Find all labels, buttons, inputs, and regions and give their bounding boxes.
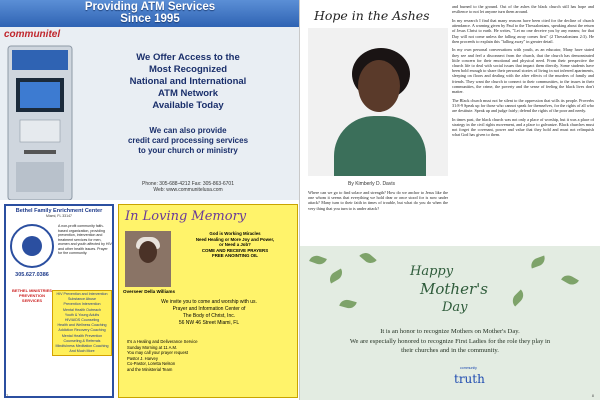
mothers-day-day: Day	[442, 300, 468, 315]
memory-invite-line: We invite you to come and worship with us.	[161, 299, 257, 305]
right-page	[300, 0, 600, 400]
bethel-seal-icon	[10, 224, 54, 268]
article-paragraph: In my research I find that many reasons have been cited for the decline of church attendance. A warning given by Paul to the Thessalonians, speaking about the return of Jesus Christ to earth. He writes, "Let no one deceive you by any means; for that Day will not come unless the falling away comes first" (2 Thessalonians 2:3). He then proceeds to explain this "falling away" in greater detail.	[452, 17, 594, 44]
atm-web: Web: www.communitelusa.com	[153, 187, 223, 193]
atm-contact	[80, 181, 296, 193]
bethel-description: A non-profit community faith-based organization, providing prevention, intervention and treatment services for men, women and youth affected by HIV and other health issues. Prayer for the community.	[58, 224, 112, 255]
mothers-day-message-line: their churches and in the community.	[401, 346, 499, 354]
page-number-right: 8	[591, 393, 594, 398]
communitel-logo: communitel	[4, 29, 61, 40]
memory-service-line: Pastor J. Harvey	[127, 355, 158, 361]
community-truth-logo-small: community	[460, 366, 477, 370]
bethel-phone: 305.627.0386	[15, 272, 49, 278]
author-portrait-image	[308, 28, 448, 176]
mothers-day-happy: Happy	[410, 264, 454, 279]
article-paragraph: The Black church must not be silent to the oppression that wills its people. Proverbs 31:8-9 Speak up for those who cannot speak for themselves, for the rights of all who are destitute. Speak up and judge fairly; defend the rights of the poor and needy.	[452, 97, 594, 114]
article-byline: By Kimberly D. Davis	[348, 181, 395, 187]
atm-offer-line: We Offer Access to the	[136, 52, 240, 63]
leaf-decoration-icon	[339, 298, 357, 310]
memory-service-line: Co-Pastor, Loretta Nelson	[127, 361, 176, 367]
memory-service-line: and the Ministerial Team	[127, 366, 173, 372]
atm-credit-line: to your church or ministry	[138, 146, 238, 155]
atm-offer-line: Available Today	[152, 100, 224, 111]
memory-service-block	[127, 339, 239, 373]
bethel-subtitle: Miami, FL 33147	[46, 214, 72, 218]
atm-headline-2: Since 1995	[120, 13, 180, 25]
bethel-service-item: And Much More	[69, 349, 95, 354]
atm-offer-line: ATM Network	[158, 88, 218, 99]
mothers-day-message-line: We are especially honored to recognize First Ladies for the role they play in	[349, 338, 551, 345]
bethel-service-item: Counseling & Referrals	[63, 338, 101, 343]
memory-invite-block	[125, 299, 293, 327]
atm-ad	[0, 0, 300, 200]
mothers-day-ad	[300, 246, 600, 400]
memory-invite-line: Prayer and Information Center of	[172, 306, 246, 312]
leaf-decoration-icon	[327, 269, 345, 284]
leaf-decoration-icon	[510, 290, 527, 307]
memory-invite-line: The Body of Christ, Inc.	[182, 313, 236, 319]
memory-prayer-block	[175, 231, 295, 259]
memory-prayer-line: FREE ANOINTING OIL	[212, 253, 258, 259]
atm-machine-image	[2, 42, 78, 200]
bethel-service-item: Addiction Recovery Coaching	[58, 328, 106, 333]
bethel-service-item: Health and Wellness Coaching	[57, 323, 107, 328]
atm-offer-block	[80, 52, 296, 112]
page-number-left: 7	[6, 393, 9, 398]
article-title: Hope in the Ashes	[314, 8, 430, 23]
atm-headline-1: Providing ATM Services	[84, 1, 216, 13]
leaf-decoration-icon	[359, 250, 376, 266]
leaf-decoration-icon	[529, 256, 547, 269]
bethel-service-item: HIV/AIDS Counseling	[64, 318, 100, 323]
atm-credit-line: credit card processing services	[127, 136, 249, 145]
leaf-decoration-icon	[561, 273, 579, 288]
article-paragraph: and burned to the ground. Out of the ashes the black church still has hope and resilience to not let anyone turn them around.	[452, 4, 594, 15]
mothers-day-mothers: Mother's	[420, 280, 488, 298]
memory-portrait-image	[125, 231, 171, 287]
atm-credit-block	[80, 126, 296, 156]
bethel-service-item: Mental Health Prevention	[61, 333, 103, 338]
memory-prayer-line: or Need a Job?	[219, 242, 251, 248]
memory-invite-line: 56 NW 46 Street Miami, FL	[178, 320, 240, 326]
bethel-service-item: HIV Prevention and Intervention	[56, 292, 108, 296]
article-paragraph: In times past, the black church was not only a place of worship, but it was a place of strategy in the civil rights movement, and a place to galvanize. Black churches must not forget the covenant, power and value that they hold and must not relinquish what God has given to them.	[452, 116, 594, 138]
atm-offer-line: National and International	[129, 76, 247, 87]
memory-caption: Overseer Della Williams	[123, 289, 176, 294]
bethel-ad	[4, 204, 114, 398]
article-paragraph: Where can we go to find solace and strength? How do we anchor to Jesus like the one whom it seems that everything we hold dear or once stood for is now under attack? Many turn to their faith in times of trouble, but what do you do when the very thing that you turn to is under attack?	[308, 190, 448, 211]
memory-service-line: Sunday Morning at 11 A.M.	[127, 344, 178, 350]
atm-ad-header	[0, 0, 300, 27]
atm-credit-line: We can also provide	[149, 126, 227, 135]
bethel-title: Bethel Family Enrichment Center	[15, 208, 103, 214]
bethel-service-item: Mental Health Outreach	[63, 307, 101, 312]
article-right-column	[452, 4, 594, 244]
bethel-service-item: Youth & Young Adults	[64, 312, 100, 317]
bethel-services-list	[52, 290, 112, 356]
bethel-service-item: Prevention Intervention	[63, 302, 101, 307]
memory-prayer-line: God is Working Miracles	[209, 231, 261, 236]
leaf-decoration-icon	[309, 254, 327, 267]
memory-title: In Loving Memory	[125, 209, 247, 224]
memory-prayer-line: Need Healing or More Joy and Power,	[195, 236, 275, 242]
mothers-day-message-1: It is an honor to recognize Mothers on Mother's Day.	[380, 328, 520, 335]
bethel-service-item: Mindfulness Meditation Coaching	[55, 344, 109, 349]
bethel-service-item: Substance Abuse	[68, 297, 96, 302]
memory-service-line: It's a Healing and Deliverance Service	[127, 339, 198, 344]
atm-phone: Phone: 305-688-4212 Fax: 305-863-6701	[141, 181, 234, 187]
mothers-day-message-2	[306, 338, 594, 355]
memory-prayer-line: COME AND RECEIVE PRAYERS	[201, 247, 269, 253]
atm-offer-line: Most Recognized	[148, 64, 228, 75]
loving-memory-ad	[118, 204, 298, 398]
memory-service-line: You may call your prayer request	[127, 350, 189, 356]
article-paragraph: In my own personal conversations with youth, as an educator, Many have stated they see and feel a disconnect from the church, that the church has demonstrated little concern for their emotional and physical need. From their perspective the church life to deal with social issues that impact them directly. Some students have been bold enough to share their personal stories of living in not inferred apartments, sleeping on floors and dealing with the after effects of the murders of family and friends. They want the church to connect to their communities, to the issues in their communities, the crime, the poverty and the sense of feeling the black lives don't matter.	[452, 47, 594, 95]
community-truth-logo: truth	[454, 372, 485, 386]
bethel-prevention-label: BETHEL MINISTRIES PREVENTION SERVICES	[12, 288, 52, 303]
